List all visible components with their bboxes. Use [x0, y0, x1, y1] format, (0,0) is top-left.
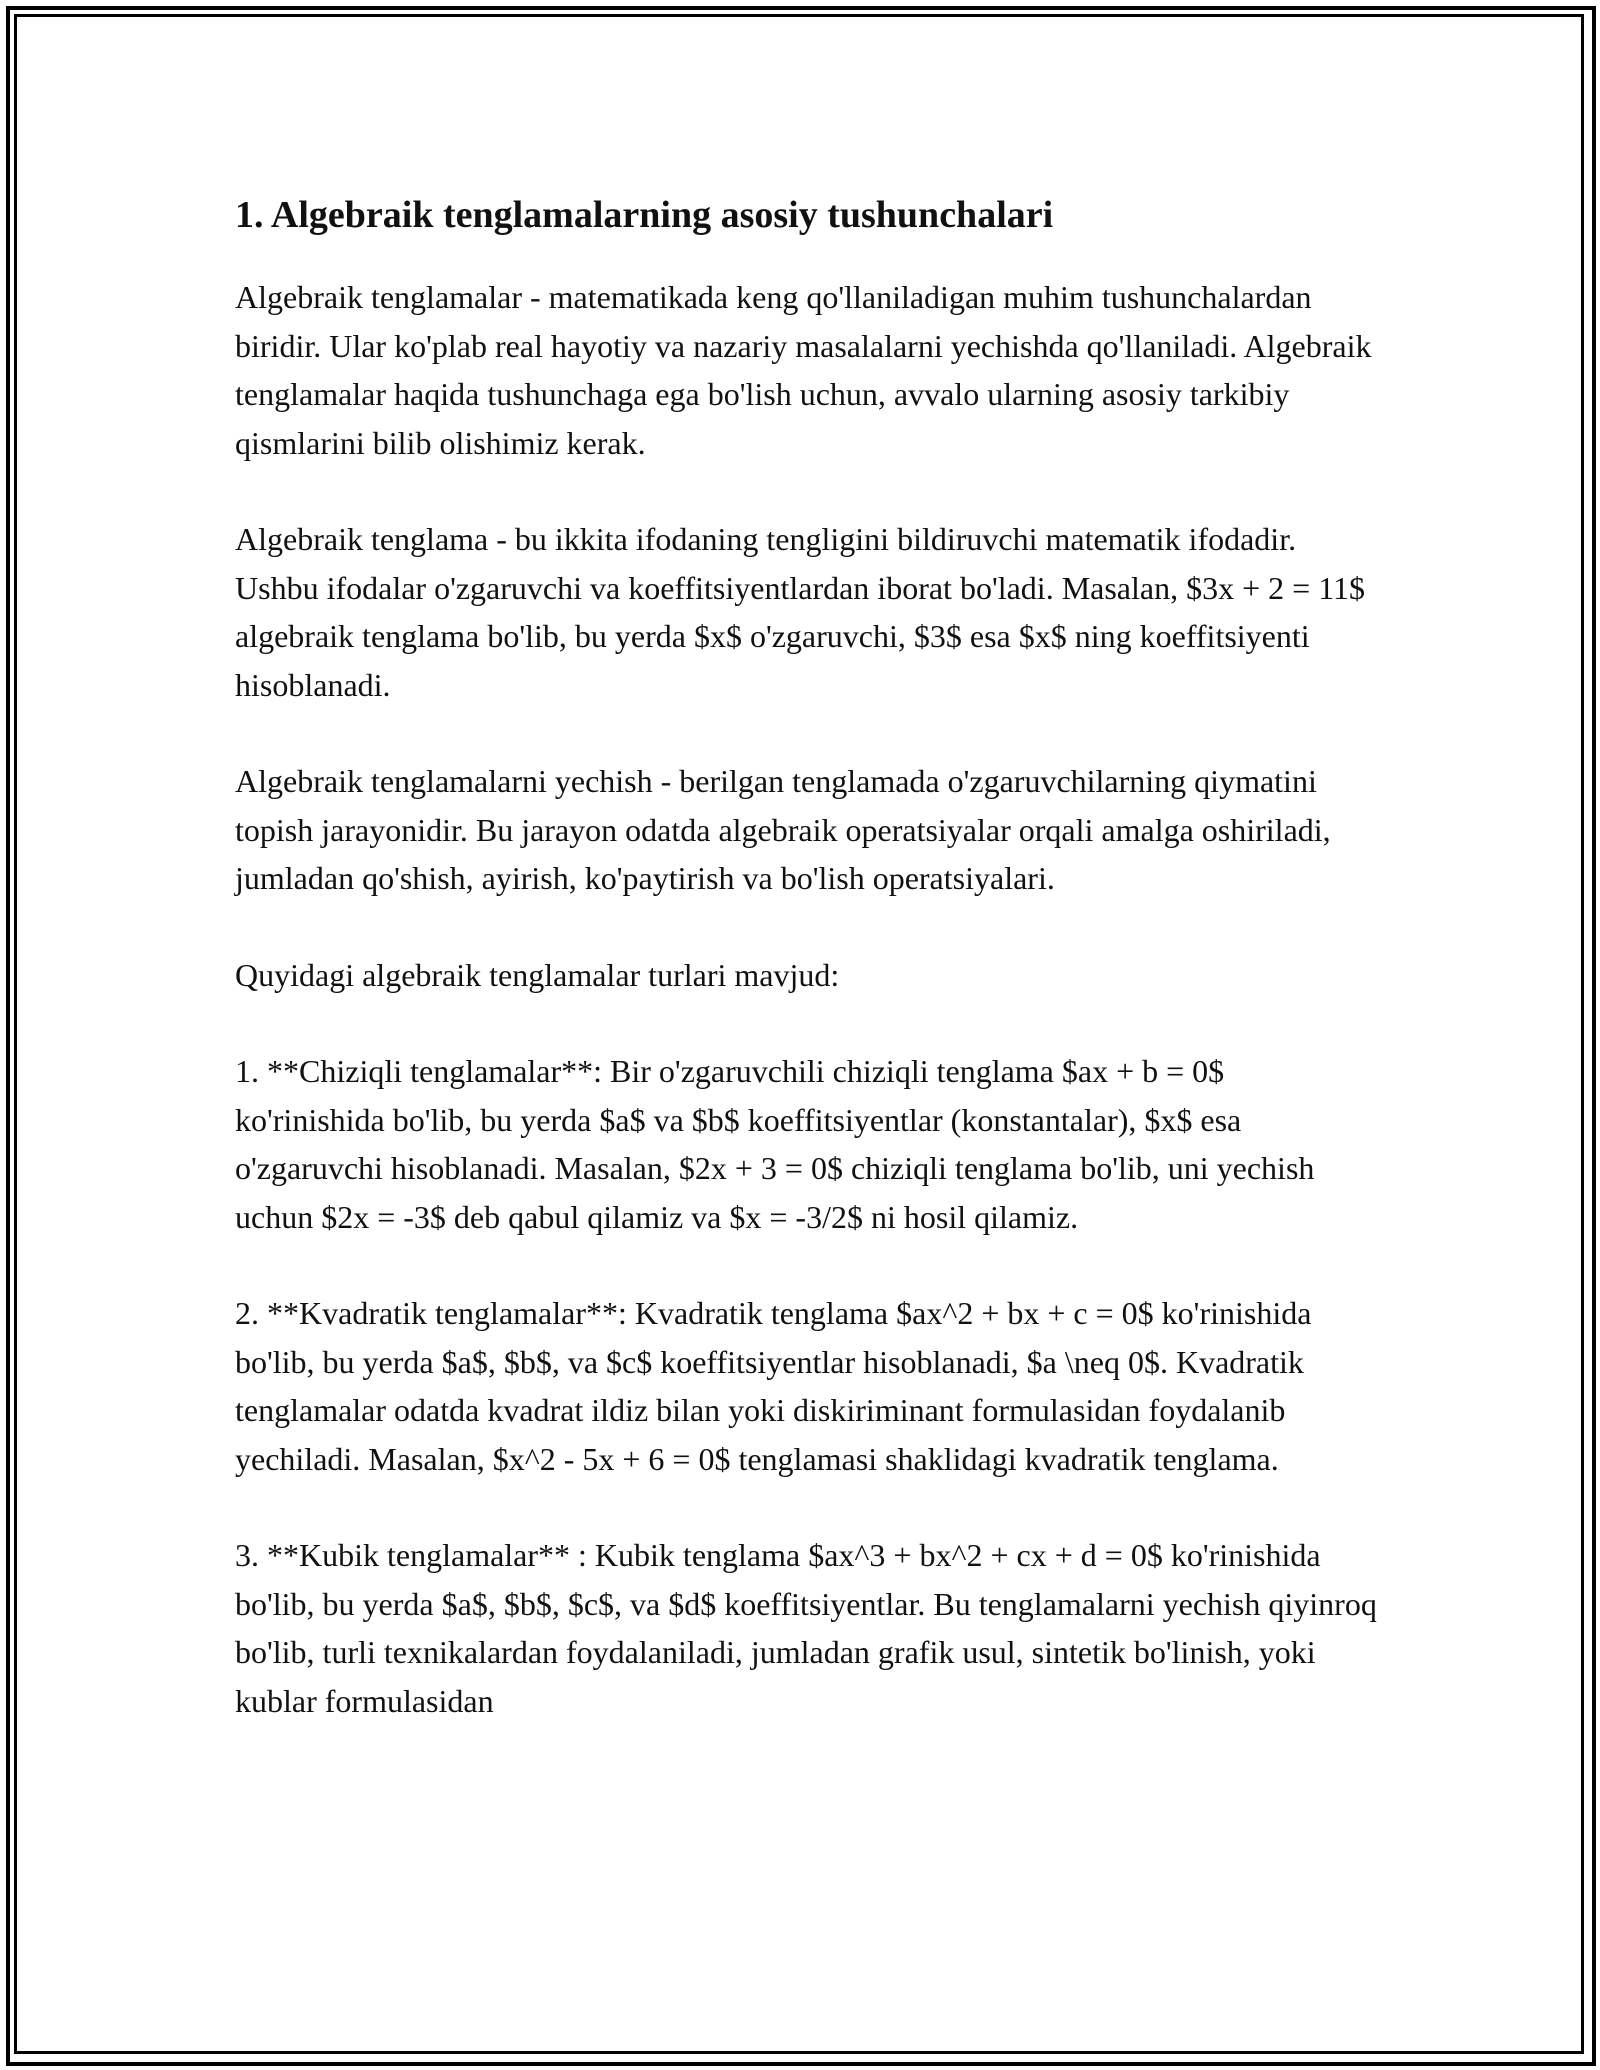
- paragraph-types-intro: Quyidagi algebraik tenglamalar turlari mavjud:: [235, 956, 840, 993]
- document-body: [235, 180, 1380, 1773]
- paragraph-solving: Algebraik tenglamalarni yechish - berilgan tenglamada o'zgaruvchilarning qiymatini topish jarayonidir. Bu jarayon odatda algebraik operatsiyalar orqali amalga oshiriladi, jumladan qo'shish, ayirish, ko'paytirish va bo'lish operatsiyalari.: [235, 763, 1331, 896]
- list-item-quadratic: 2. **Kvadratik tenglamalar**: Kvadratik tenglama $ax^2 + bx + c = 0$ ko'rinishida bo'lib, bu yerda $a$, $b$, va $c$ koeffitsiyentlar hisoblanadi, $a \neq 0$. Kvadratik tenglamalar odatda kvadrat ildiz bilan yoki diskiriminant formulasidan foydalanib yechiladi. Masalan, $x^2 - 5x + 6 = 0$ tenglamasi shaklidagi kvadratik tenglama.: [235, 1295, 1312, 1477]
- list-item-cubic: 3. **Kubik tenglamalar** : Kubik tenglama $ax^3 + bx^2 + cx + d = 0$ ko'rinishida bo'lib, bu yerda $a$, $b$, $c$, va $d$ koeffitsiyentlar. Bu tenglamalarni yechish qiyinroq bo'lib, turli texnikalardan foydalaniladi, jumladan grafik usul, sintetik bo'linish, yoki kublar formulasidan: [235, 1537, 1377, 1719]
- paragraph-definition: Algebraik tenglama - bu ikkita ifodaning tengligini bildiruvchi matematik ifodadir. Ushbu ifodalar o'zgaruvchi va koeffitsiyentlardan iborat bo'ladi. Masalan, $3x + 2 = 11$ algebraik tenglama bo'lib, bu yerda $x$ o'zgaruvchi, $3$ esa $x$ ning koeffitsiyenti hisoblanadi.: [235, 521, 1365, 703]
- list-item-linear: 1. **Chiziqli tenglamalar**: Bir o'zgaruvchili chiziqli tenglama $ax + b = 0$ ko'rinishida bo'lib, bu yerda $a$ va $b$ koeffitsiyentlar (konstantalar), $x$ esa o'zgaruvchi hisoblanadi. Masalan, $2x + 3 = 0$ chiziqli tenglama bo'lib, uni yechish uchun $2x = -3$ deb qabul qilamiz va $x = -3/2$ ni hosil qilamiz.: [235, 1053, 1315, 1235]
- section-heading: 1. Algebraik tenglamalarning asosiy tushunchalari: [235, 194, 1054, 236]
- paragraph-intro: Algebraik tenglamalar - matematikada keng qo'llaniladigan muhim tushunchalardan biridir. Ular ko'plab real hayotiy va nazariy masalalarni yechishda qo'llaniladi. Algebraik tenglamalar haqida tushunchaga ega bo'lish uchun, avvalo ularning asosiy tarkibiy qismlarini bilib olishimiz kerak.: [235, 279, 1372, 461]
